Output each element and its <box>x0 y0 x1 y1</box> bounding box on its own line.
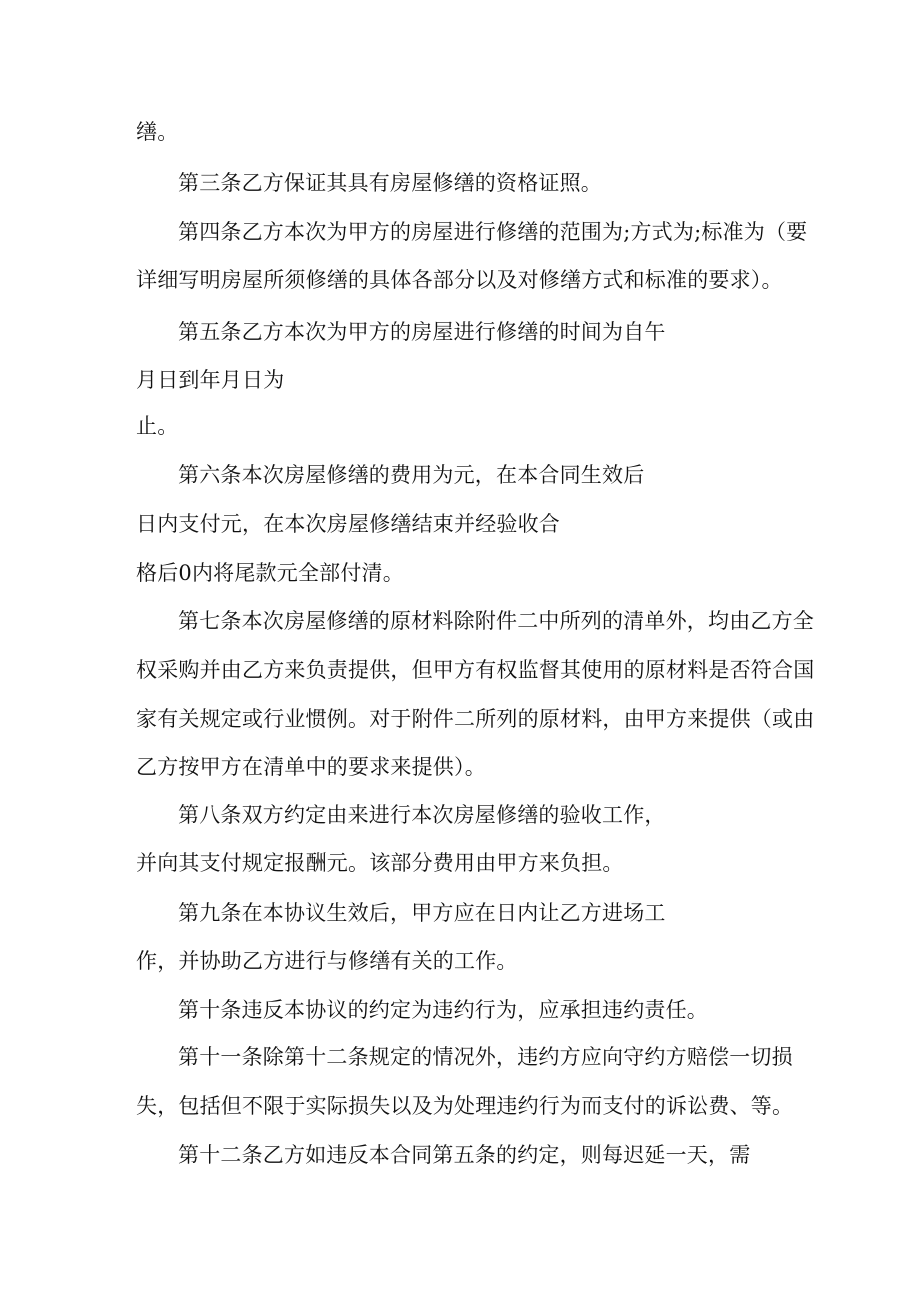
clause-4-continued: 详细写明房屋所须修缮的具体各部分以及对修缮方式和标准的要求）。 <box>136 268 783 292</box>
clause-7-continued-1: 权采购并由乙方来负责提供，但甲方有权监督其使用的原材料是否符合国 <box>136 658 815 682</box>
clause-5-continued-1: 月日到年月日为 <box>136 368 285 392</box>
clause-9-continued: 作，并协助乙方进行与修缮有关的工作。 <box>136 949 518 973</box>
clause-5-continued-2: 止。 <box>136 414 179 438</box>
clause-12: 第十二条乙方如违反本合同第五条的约定，则每迟延一天，需 <box>178 1143 751 1167</box>
clause-10: 第十条违反本协议的约定为违约行为，应承担违约责任。 <box>178 998 708 1022</box>
clause-6-continued-1: 日内支付元，在本次房屋修缮结束并经验收合 <box>136 512 560 536</box>
clause-11: 第十一条除第十二条规定的情况外，违约方应向守约方赔偿一切损 <box>178 1045 793 1069</box>
clause-8-continued: 并向其支付规定报酬元。该部分费用由甲方来负担。 <box>136 851 624 875</box>
clause-7: 第七条本次房屋修缮的原材料除附件二中所列的清单外，均由乙方全 <box>178 609 814 633</box>
clause-6: 第六条本次房屋修缮的费用为元，在本合同生效后 <box>178 463 645 487</box>
clause-5: 第五条乙方本次为甲方的房屋进行修缮的时间为自午 <box>178 320 666 344</box>
clause-7-continued-3: 乙方按甲方在清单中的要求来提供）。 <box>136 755 486 779</box>
clause-4: 第四条乙方本次为甲方的房屋进行修缮的范围为;方式为;标准为（要 <box>178 220 808 244</box>
clause-9: 第九条在本协议生效后，甲方应在日内让乙方进场工 <box>178 901 666 925</box>
text-line-1: 缮。 <box>136 120 179 144</box>
clause-6-continued-2: 格后0内将尾款元全部付清。 <box>136 561 404 585</box>
clause-8: 第八条双方约定由来进行本次房屋修缮的验收工作， <box>178 803 666 827</box>
clause-3: 第三条乙方保证其具有房屋修缮的资格证照。 <box>178 171 602 195</box>
clause-11-continued: 失，包括但不限于实际损失以及为处理违约行为而支付的诉讼费、等。 <box>136 1094 794 1118</box>
clause-7-continued-2: 家有关规定或行业惯例。对于附件二所列的原材料，由甲方来提供（或由 <box>136 707 815 731</box>
